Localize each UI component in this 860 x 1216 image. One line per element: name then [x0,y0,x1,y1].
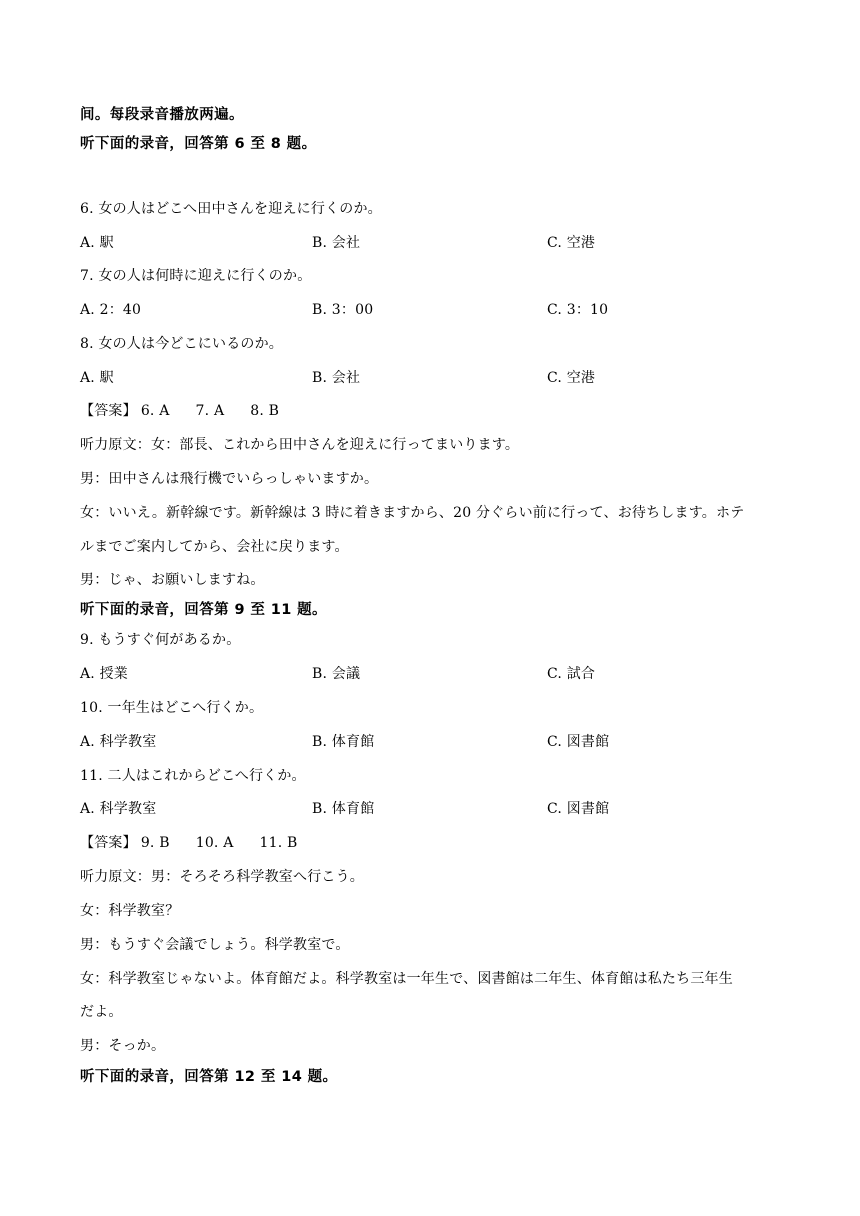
question-7-option-b: B. 3：00 [312,302,374,318]
question-7-option-a: A. 2：40 [80,302,142,318]
section-intro-text: 间。每段录音播放两遍。 [80,107,244,123]
question-6: 6. 女の人はどこへ田中さんを迎えに行くのか。 [80,201,382,217]
transcript-line: 听力原文：女：部長、これから田中さんを迎えに行ってまいります。 [80,437,520,453]
question-7-options [80,300,800,320]
answer-label: 【答案】 [80,403,137,419]
section-heading-12-14: 听下面的录音，回答第 12 至 14 题。 [80,1069,338,1085]
question-10-option-a: A. 科学教室 [80,734,157,750]
answer-key-6-8 [80,401,279,421]
question-6-options [80,233,800,253]
answer-item: 6. A [140,403,170,419]
transcript-line: だよ。 [80,1004,123,1020]
answer-item: 11. B [259,835,298,851]
question-7-option-c: C. 3：10 [547,302,609,318]
question-9-option-c: C. 試合 [547,666,596,682]
question-8: 8. 女の人は今どこにいるのか。 [80,336,284,352]
question-11-option-b: B. 体育館 [312,801,375,817]
question-10: 10. 一年生はどこへ行くか。 [80,700,264,716]
answer-item: 8. B [250,403,280,419]
question-10-option-b: B. 体育館 [312,734,375,750]
transcript-line: ルまでご案内してから、会社に戻ります。 [80,539,349,555]
answer-item: 10. A [195,835,234,851]
transcript-line: 男：もうすぐ会議でしょう。科学教室で。 [80,937,350,953]
transcript-line: 男：じゃ、お願いしますね。 [80,572,265,588]
question-10-option-c: C. 図書館 [547,734,610,750]
answer-item: 9. B [140,835,170,851]
question-8-option-b: B. 会社 [312,370,361,386]
answer-item: 7. A [195,403,225,419]
transcript-line: 女：いいえ。新幹線です。新幹線は 3 時に着きますから、20 分ぐらい前に行って、お待ちします。ホテ [80,505,745,521]
question-6-option-b: B. 会社 [312,235,361,251]
question-9-option-a: A. 授業 [80,666,129,682]
question-8-option-c: C. 空港 [547,370,596,386]
question-11: 11. 二人はこれからどこへ行くか。 [80,768,306,784]
question-9: 9. もうすぐ何があるか。 [80,632,241,648]
section-heading-9-11: 听下面的录音，回答第 9 至 11 题。 [80,602,327,618]
question-9-options [80,664,800,684]
question-9-option-b: B. 会議 [312,666,361,682]
answer-label: 【答案】 [80,835,137,851]
question-8-options [80,368,800,388]
question-6-option-c: C. 空港 [547,235,596,251]
transcript-line: 男：田中さんは飛行機でいらっしゃいますか。 [80,471,379,487]
question-6-option-a: A. 駅 [80,235,114,251]
section-heading-6-8: 听下面的录音，回答第 6 至 8 题。 [80,136,317,152]
question-11-options [80,799,800,819]
answer-key-9-11 [80,833,298,853]
transcript-line: 女：科学教室じゃないよ。体育館だよ。科学教室は一年生で、図書館は二年生、体育館は私たち三年生 [80,971,733,987]
question-7: 7. 女の人は何時に迎えに行くのか。 [80,268,312,284]
transcript-line: 女：科学教室？ [80,903,180,919]
transcript-line: 听力原文：男：そろそろ科学教室へ行こう。 [80,869,364,885]
question-11-option-c: C. 図書館 [547,801,610,817]
question-11-option-a: A. 科学教室 [80,801,157,817]
question-8-option-a: A. 駅 [80,370,114,386]
transcript-line: 男：そっか。 [80,1038,166,1054]
question-10-options [80,732,800,752]
